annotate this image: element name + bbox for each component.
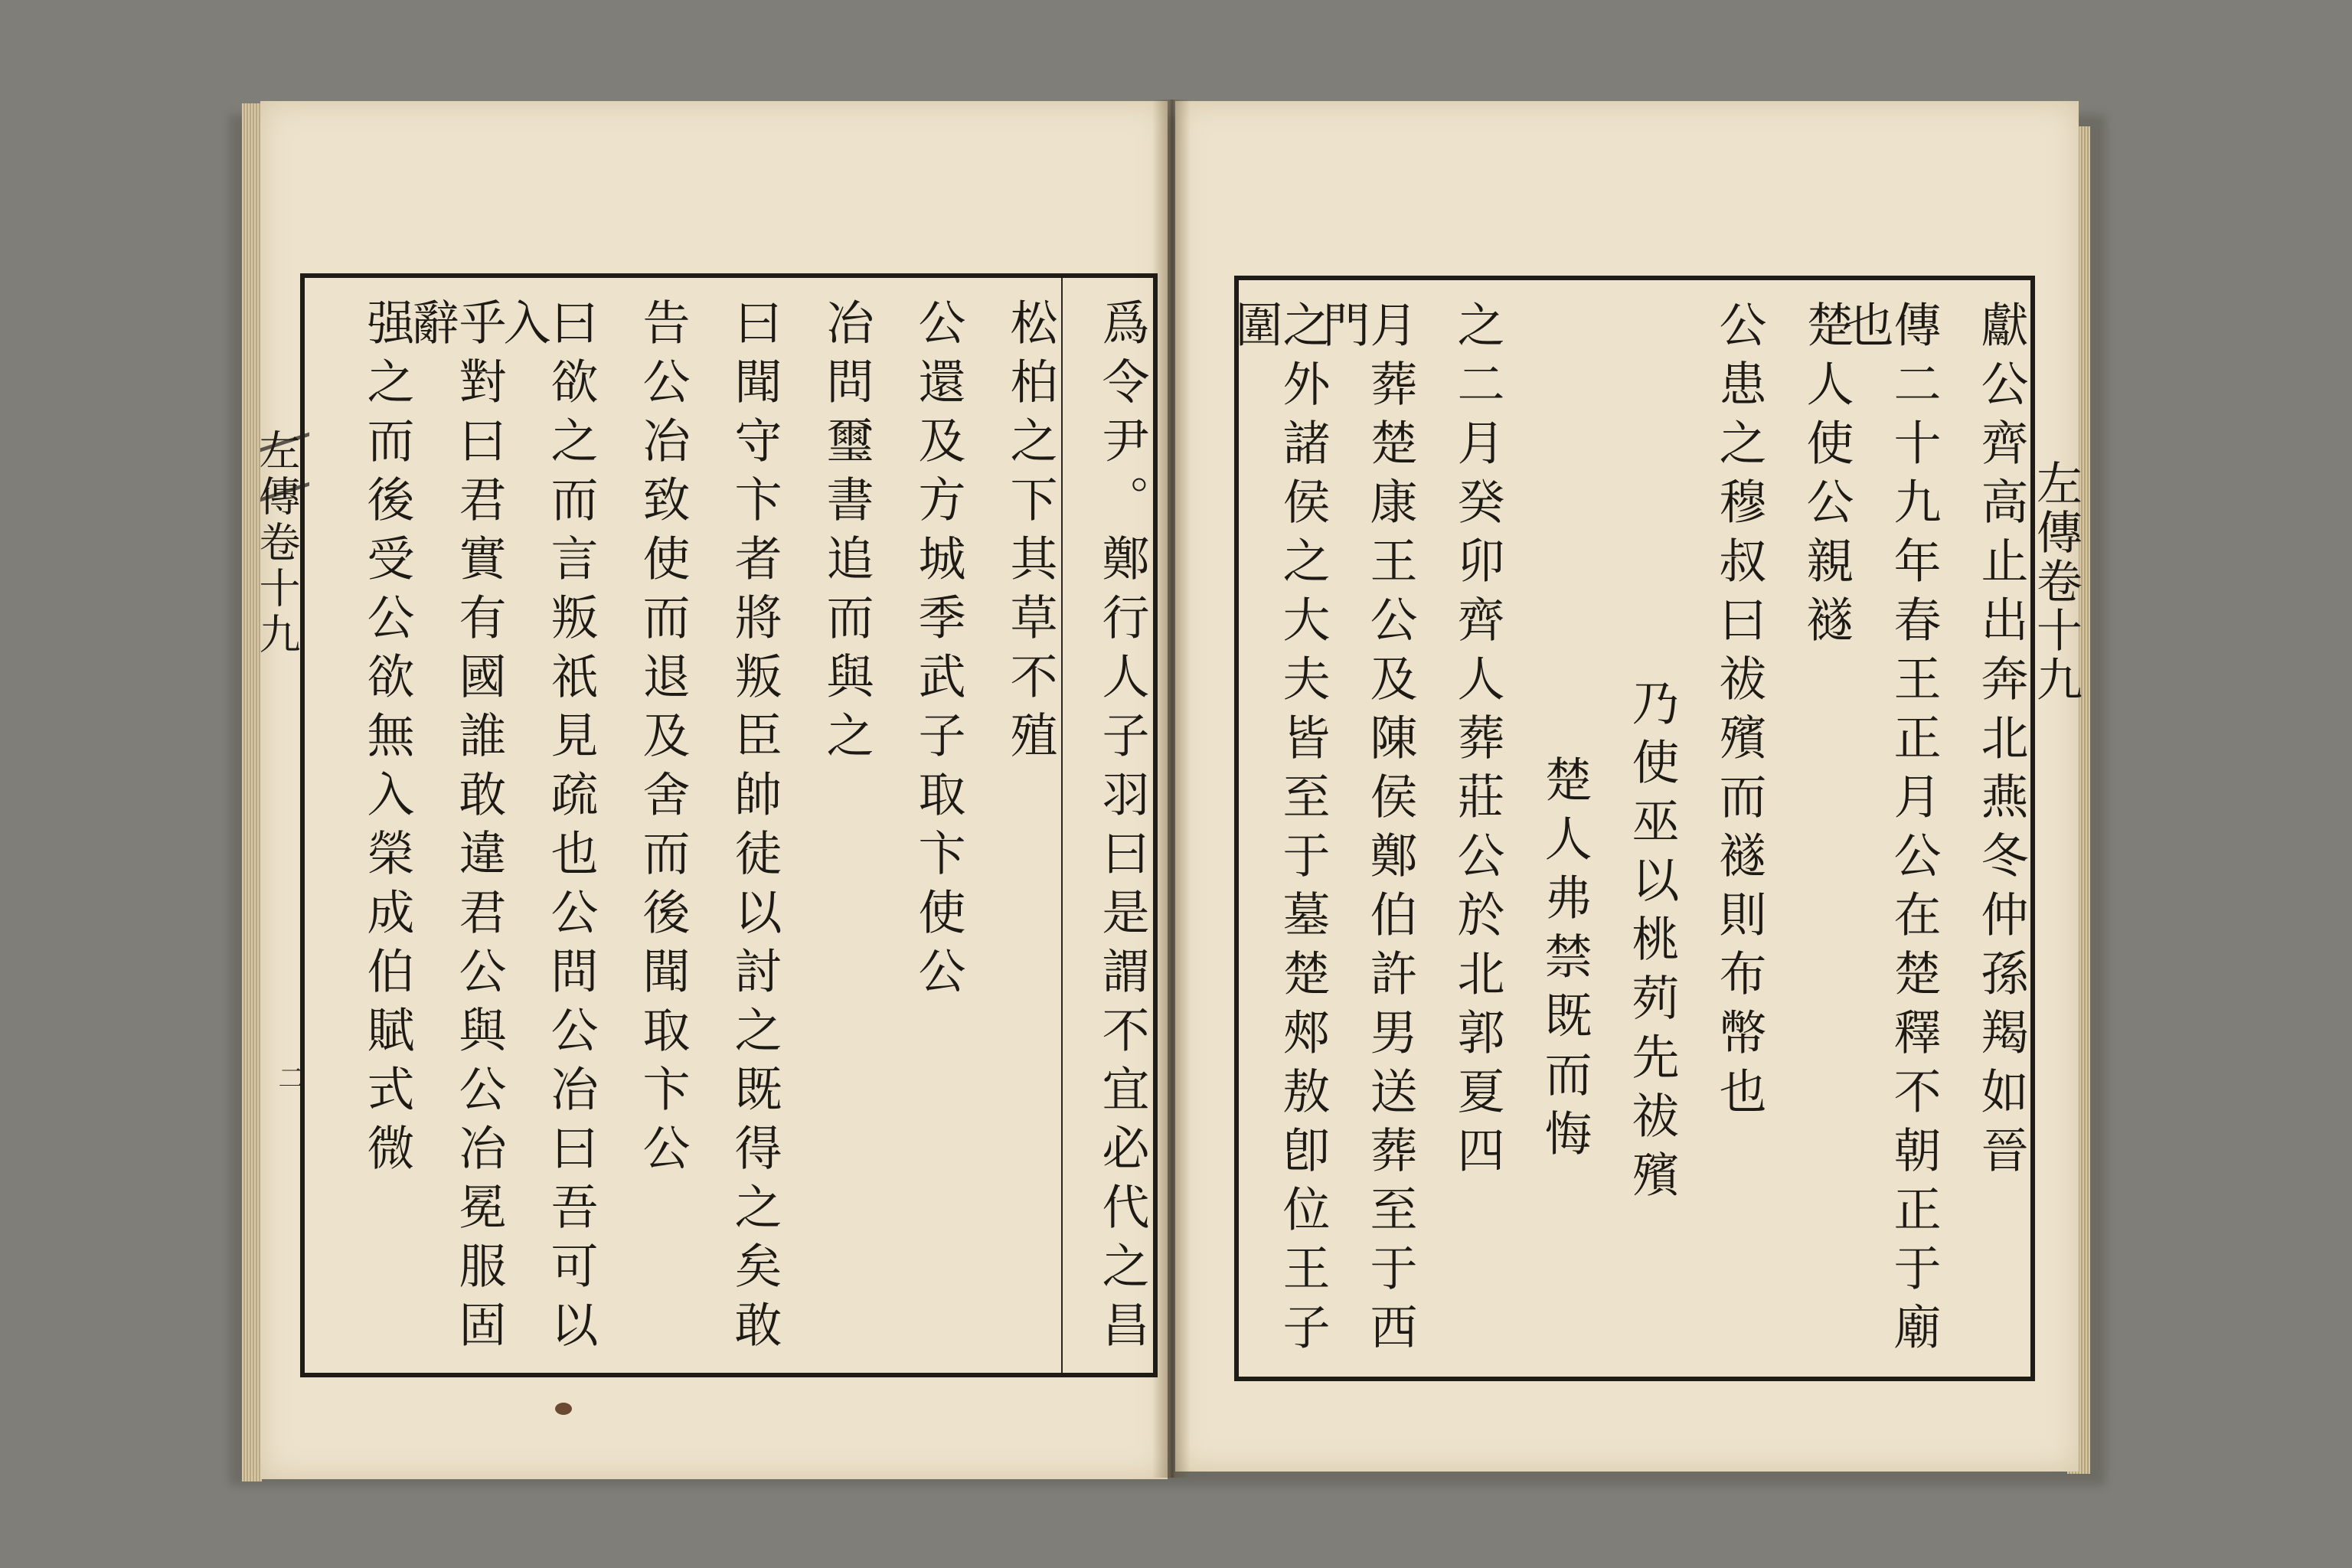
page-number-left: 二	[273, 1064, 304, 1090]
left-column-4	[795, 278, 874, 1373]
column-text: 公還及方城季武子取卞使公	[910, 298, 966, 1005]
column-text: 松柏之下其草不殖	[1002, 298, 1058, 769]
right-text-frame	[1227, 276, 2035, 1381]
right-column-9	[1227, 280, 1331, 1377]
column-text: 楚人弗禁既而悔	[1537, 755, 1592, 1168]
column-text: 冶問璽書追而與之	[818, 298, 874, 769]
column-text: 獻公齊高止出奔北燕冬仲孫羯如晉	[1973, 300, 2029, 1184]
ink-spot	[555, 1403, 572, 1415]
left-column-6	[611, 278, 691, 1373]
column-text: 乎對曰君實有國誰敢違君公與公冶冕服固辭	[403, 298, 507, 1359]
column-text: 乃使巫以桃茢先祓殯	[1624, 678, 1680, 1209]
column-text: 月葬楚康王公及陳侯鄭伯許男送葬至于西門	[1315, 300, 1418, 1361]
book-gutter	[1152, 100, 1191, 1478]
right-column-8	[1315, 280, 1418, 1377]
left-text-frame	[300, 273, 1158, 1377]
column-text: 曰欲之而言叛祇見疏也公問公冶曰吾可以入	[495, 298, 599, 1359]
column-rule	[1061, 278, 1063, 1373]
column-text: 曰聞守卞者將叛臣帥徒以討之既得之矣敢	[727, 298, 782, 1359]
left-column-7	[495, 278, 599, 1373]
column-text: 楚人使公親襚	[1798, 300, 1854, 654]
right-column-3	[1775, 280, 1854, 1377]
left-column-8	[403, 278, 507, 1373]
right-column-5	[1600, 280, 1680, 1377]
left-column-9	[335, 278, 415, 1373]
column-text: 傳二十九年春王正月公在楚釋不朝正于廟也	[1838, 300, 1942, 1361]
left-column-3	[887, 278, 966, 1373]
column-text: 告公冶致使而退及舍而後聞取卞公	[635, 298, 691, 1182]
page-edges-left	[242, 103, 262, 1481]
side-title-left: 左傳卷十九	[253, 429, 301, 658]
right-column-6	[1513, 280, 1592, 1377]
right-column-4	[1687, 280, 1767, 1377]
column-text: 之二月癸卯齊人葬莊公於北郭夏四	[1449, 300, 1505, 1184]
column-text: 公患之穆叔曰祓殯而襚則布幣也	[1711, 300, 1767, 1125]
column-text: 强之而後受公欲無入榮成伯賦式微	[359, 298, 415, 1182]
right-column-1	[1949, 280, 2029, 1377]
side-title-right: 左傳卷十九	[2029, 459, 2082, 704]
left-column-5	[703, 278, 782, 1373]
column-text: 爲令尹。鄭行人子羽曰是謂不宜必代之昌	[1094, 298, 1150, 1359]
left-column-2	[978, 278, 1058, 1373]
left-column-1	[1070, 278, 1150, 1373]
right-column-2	[1838, 280, 1942, 1377]
column-text: 之外諸侯之大夫皆至于墓楚郟敖卽位王子圍	[1227, 300, 1331, 1361]
right-column-7	[1426, 280, 1505, 1377]
